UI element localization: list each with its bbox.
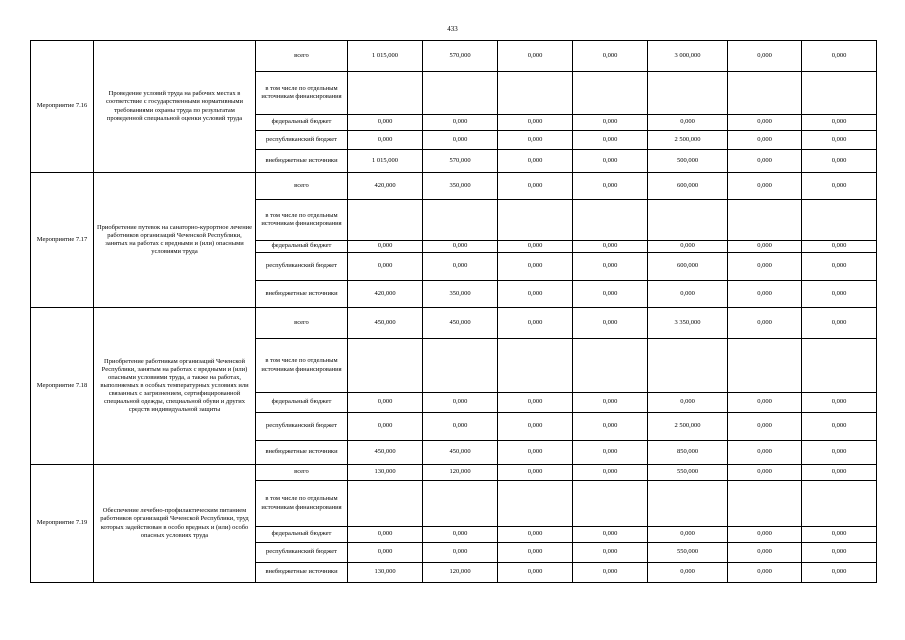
- amount-cell: 550,000: [648, 465, 728, 481]
- funding-source: всего: [256, 41, 348, 72]
- measure-description: Приобретение путевок на санаторно-курортное лечение работников организаций Чеченской Республики, занятых на работах с вредными и (или) опасными условиями труда: [94, 173, 256, 308]
- amount-cell: [648, 200, 728, 241]
- amount-cell: 1 015,000: [348, 150, 423, 173]
- amount-cell: 350,000: [423, 173, 498, 200]
- amount-cell: 0,000: [573, 150, 648, 173]
- amount-cell: 570,000: [423, 41, 498, 72]
- amount-cell: 570,000: [423, 150, 498, 173]
- amount-cell: 0,000: [802, 441, 877, 465]
- amount-cell: 420,000: [348, 173, 423, 200]
- funding-source: всего: [256, 465, 348, 481]
- amount-cell: 0,000: [728, 115, 802, 131]
- amount-cell: 0,000: [802, 253, 877, 281]
- amount-cell: 0,000: [348, 413, 423, 441]
- amount-cell: 0,000: [573, 115, 648, 131]
- amount-cell: 0,000: [648, 115, 728, 131]
- funding-source: всего: [256, 173, 348, 200]
- amount-cell: 0,000: [728, 527, 802, 543]
- amount-cell: 0,000: [802, 173, 877, 200]
- funding-source: внебюджетные источники: [256, 281, 348, 308]
- table-row: [31, 465, 877, 481]
- amount-cell: 0,000: [728, 543, 802, 563]
- page-number: 433: [447, 25, 458, 33]
- funding-source: республиканский бюджет: [256, 543, 348, 563]
- amount-cell: 0,000: [423, 413, 498, 441]
- amount-cell: 0,000: [573, 241, 648, 253]
- amount-cell: 0,000: [728, 465, 802, 481]
- funding-source: внебюджетные источники: [256, 563, 348, 583]
- amount-cell: 0,000: [573, 41, 648, 72]
- amount-cell: 0,000: [802, 115, 877, 131]
- amount-cell: 0,000: [802, 465, 877, 481]
- amount-cell: 0,000: [348, 543, 423, 563]
- amount-cell: 2 500,000: [648, 131, 728, 150]
- amount-cell: [348, 339, 423, 393]
- amount-cell: 0,000: [728, 253, 802, 281]
- amount-cell: [348, 200, 423, 241]
- funding-source: в том числе по отдельным источникам финансирования: [256, 481, 348, 527]
- amount-cell: 0,000: [802, 281, 877, 308]
- funding-source: внебюджетные источники: [256, 150, 348, 173]
- amount-cell: 0,000: [728, 441, 802, 465]
- amount-cell: 0,000: [498, 241, 573, 253]
- amount-cell: [423, 72, 498, 115]
- amount-cell: 0,000: [728, 41, 802, 72]
- amount-cell: 600,000: [648, 253, 728, 281]
- amount-cell: 0,000: [498, 41, 573, 72]
- funding-source: республиканский бюджет: [256, 413, 348, 441]
- amount-cell: 0,000: [573, 173, 648, 200]
- table-row: [31, 41, 877, 72]
- amount-cell: 0,000: [498, 115, 573, 131]
- amount-cell: 0,000: [573, 563, 648, 583]
- amount-cell: 0,000: [423, 241, 498, 253]
- measure-description: Проведение условий труда на рабочих местах в соответствие с государственными нормативными требованиями охраны труда по результатам проведенной специальной оценки условий труда: [94, 41, 256, 173]
- amount-cell: [498, 339, 573, 393]
- amount-cell: 0,000: [498, 527, 573, 543]
- amount-cell: 550,000: [648, 543, 728, 563]
- funding-source: в том числе по отдельным источникам финансирования: [256, 339, 348, 393]
- funding-source: федеральный бюджет: [256, 393, 348, 413]
- funding-source: внебюджетные источники: [256, 441, 348, 465]
- amount-cell: [348, 72, 423, 115]
- amount-cell: 0,000: [573, 465, 648, 481]
- amount-cell: 0,000: [573, 393, 648, 413]
- measure-label: Мероприятие 7.16: [31, 41, 94, 173]
- amount-cell: [728, 481, 802, 527]
- amount-cell: [423, 339, 498, 393]
- amount-cell: 0,000: [648, 241, 728, 253]
- funding-source: всего: [256, 308, 348, 339]
- amount-cell: 0,000: [648, 281, 728, 308]
- amount-cell: 0,000: [802, 308, 877, 339]
- amount-cell: 0,000: [573, 527, 648, 543]
- amount-cell: [573, 339, 648, 393]
- amount-cell: 0,000: [728, 173, 802, 200]
- amount-cell: 0,000: [728, 281, 802, 308]
- amount-cell: 0,000: [573, 281, 648, 308]
- amount-cell: 0,000: [802, 41, 877, 72]
- amount-cell: 0,000: [498, 543, 573, 563]
- amount-cell: 0,000: [802, 413, 877, 441]
- amount-cell: 0,000: [423, 527, 498, 543]
- amount-cell: 3 350,000: [648, 308, 728, 339]
- amount-cell: 0,000: [498, 393, 573, 413]
- amount-cell: 450,000: [348, 441, 423, 465]
- amount-cell: [648, 481, 728, 527]
- amount-cell: [573, 200, 648, 241]
- amount-cell: 0,000: [728, 413, 802, 441]
- amount-cell: 0,000: [498, 441, 573, 465]
- amount-cell: 0,000: [423, 131, 498, 150]
- funding-source: федеральный бюджет: [256, 115, 348, 131]
- amount-cell: 350,000: [423, 281, 498, 308]
- amount-cell: 130,000: [348, 563, 423, 583]
- amount-cell: 0,000: [728, 393, 802, 413]
- amount-cell: 120,000: [423, 465, 498, 481]
- amount-cell: 1 015,000: [348, 41, 423, 72]
- amount-cell: 130,000: [348, 465, 423, 481]
- amount-cell: 0,000: [423, 543, 498, 563]
- amount-cell: 3 000,000: [648, 41, 728, 72]
- amount-cell: [423, 200, 498, 241]
- amount-cell: 0,000: [348, 393, 423, 413]
- amount-cell: [802, 200, 877, 241]
- amount-cell: 0,000: [648, 563, 728, 583]
- amount-cell: 0,000: [573, 131, 648, 150]
- amount-cell: 0,000: [573, 543, 648, 563]
- funding-source: республиканский бюджет: [256, 131, 348, 150]
- amount-cell: 0,000: [348, 527, 423, 543]
- measure-description: Приобретение работникам организаций Чеченской Республики, занятым на работах с вредными и (или) опасными условиями труда, а также на работах, выполняемых в особых температурных условиях или связанных с загрязнением, сертифицированной специальной одежды, специальной обуви и других средств индивидуальной защиты: [94, 308, 256, 465]
- amount-cell: 0,000: [573, 413, 648, 441]
- amount-cell: [802, 72, 877, 115]
- amount-cell: 0,000: [498, 563, 573, 583]
- amount-cell: 0,000: [498, 281, 573, 308]
- amount-cell: 0,000: [728, 150, 802, 173]
- amount-cell: 0,000: [802, 241, 877, 253]
- amount-cell: [573, 481, 648, 527]
- amount-cell: 0,000: [348, 131, 423, 150]
- amount-cell: 0,000: [802, 393, 877, 413]
- amount-cell: 0,000: [498, 173, 573, 200]
- amount-cell: [348, 481, 423, 527]
- funding-source: в том числе по отдельным источникам финансирования: [256, 72, 348, 115]
- amount-cell: [802, 339, 877, 393]
- funding-source: федеральный бюджет: [256, 241, 348, 253]
- amount-cell: 0,000: [498, 253, 573, 281]
- amount-cell: 0,000: [348, 241, 423, 253]
- amount-cell: 0,000: [498, 150, 573, 173]
- funding-source: федеральный бюджет: [256, 527, 348, 543]
- amount-cell: [573, 72, 648, 115]
- amount-cell: 0,000: [498, 465, 573, 481]
- amount-cell: 0,000: [728, 308, 802, 339]
- amount-cell: 0,000: [802, 543, 877, 563]
- amount-cell: 450,000: [423, 441, 498, 465]
- amount-cell: 0,000: [728, 131, 802, 150]
- table-row: [31, 173, 877, 200]
- table-row: [31, 308, 877, 339]
- amount-cell: [423, 481, 498, 527]
- amount-cell: 0,000: [423, 115, 498, 131]
- measure-description: Обеспечение лечебно-профилактическим питанием работников организаций Чеченской Республики, труд которых задействован в особо вредных и (или) особо опасных условиях труда: [94, 465, 256, 583]
- amount-cell: 0,000: [498, 413, 573, 441]
- funding-source: республиканский бюджет: [256, 253, 348, 281]
- amount-cell: 0,000: [498, 131, 573, 150]
- amount-cell: 0,000: [802, 131, 877, 150]
- measure-label: Мероприятие 7.19: [31, 465, 94, 583]
- amount-cell: [802, 481, 877, 527]
- amount-cell: 120,000: [423, 563, 498, 583]
- amount-cell: [728, 72, 802, 115]
- amount-cell: 0,000: [423, 253, 498, 281]
- budget-table: [30, 40, 877, 583]
- amount-cell: 0,000: [573, 253, 648, 281]
- amount-cell: 850,000: [648, 441, 728, 465]
- amount-cell: 0,000: [423, 393, 498, 413]
- amount-cell: [648, 339, 728, 393]
- amount-cell: [498, 200, 573, 241]
- amount-cell: [648, 72, 728, 115]
- amount-cell: [728, 200, 802, 241]
- amount-cell: 500,000: [648, 150, 728, 173]
- amount-cell: 450,000: [423, 308, 498, 339]
- measure-label: Мероприятие 7.18: [31, 308, 94, 465]
- amount-cell: 0,000: [802, 527, 877, 543]
- amount-cell: 0,000: [648, 527, 728, 543]
- measure-label: Мероприятие 7.17: [31, 173, 94, 308]
- amount-cell: 2 500,000: [648, 413, 728, 441]
- amount-cell: 0,000: [348, 115, 423, 131]
- amount-cell: 0,000: [648, 393, 728, 413]
- amount-cell: 0,000: [728, 563, 802, 583]
- amount-cell: [498, 72, 573, 115]
- amount-cell: 0,000: [573, 441, 648, 465]
- amount-cell: 0,000: [348, 253, 423, 281]
- amount-cell: 0,000: [498, 308, 573, 339]
- amount-cell: [498, 481, 573, 527]
- amount-cell: 0,000: [573, 308, 648, 339]
- amount-cell: 0,000: [802, 563, 877, 583]
- amount-cell: 420,000: [348, 281, 423, 308]
- amount-cell: [728, 339, 802, 393]
- amount-cell: 0,000: [802, 150, 877, 173]
- amount-cell: 600,000: [648, 173, 728, 200]
- amount-cell: 450,000: [348, 308, 423, 339]
- funding-source: в том числе по отдельным источникам финансирования: [256, 200, 348, 241]
- amount-cell: 0,000: [728, 241, 802, 253]
